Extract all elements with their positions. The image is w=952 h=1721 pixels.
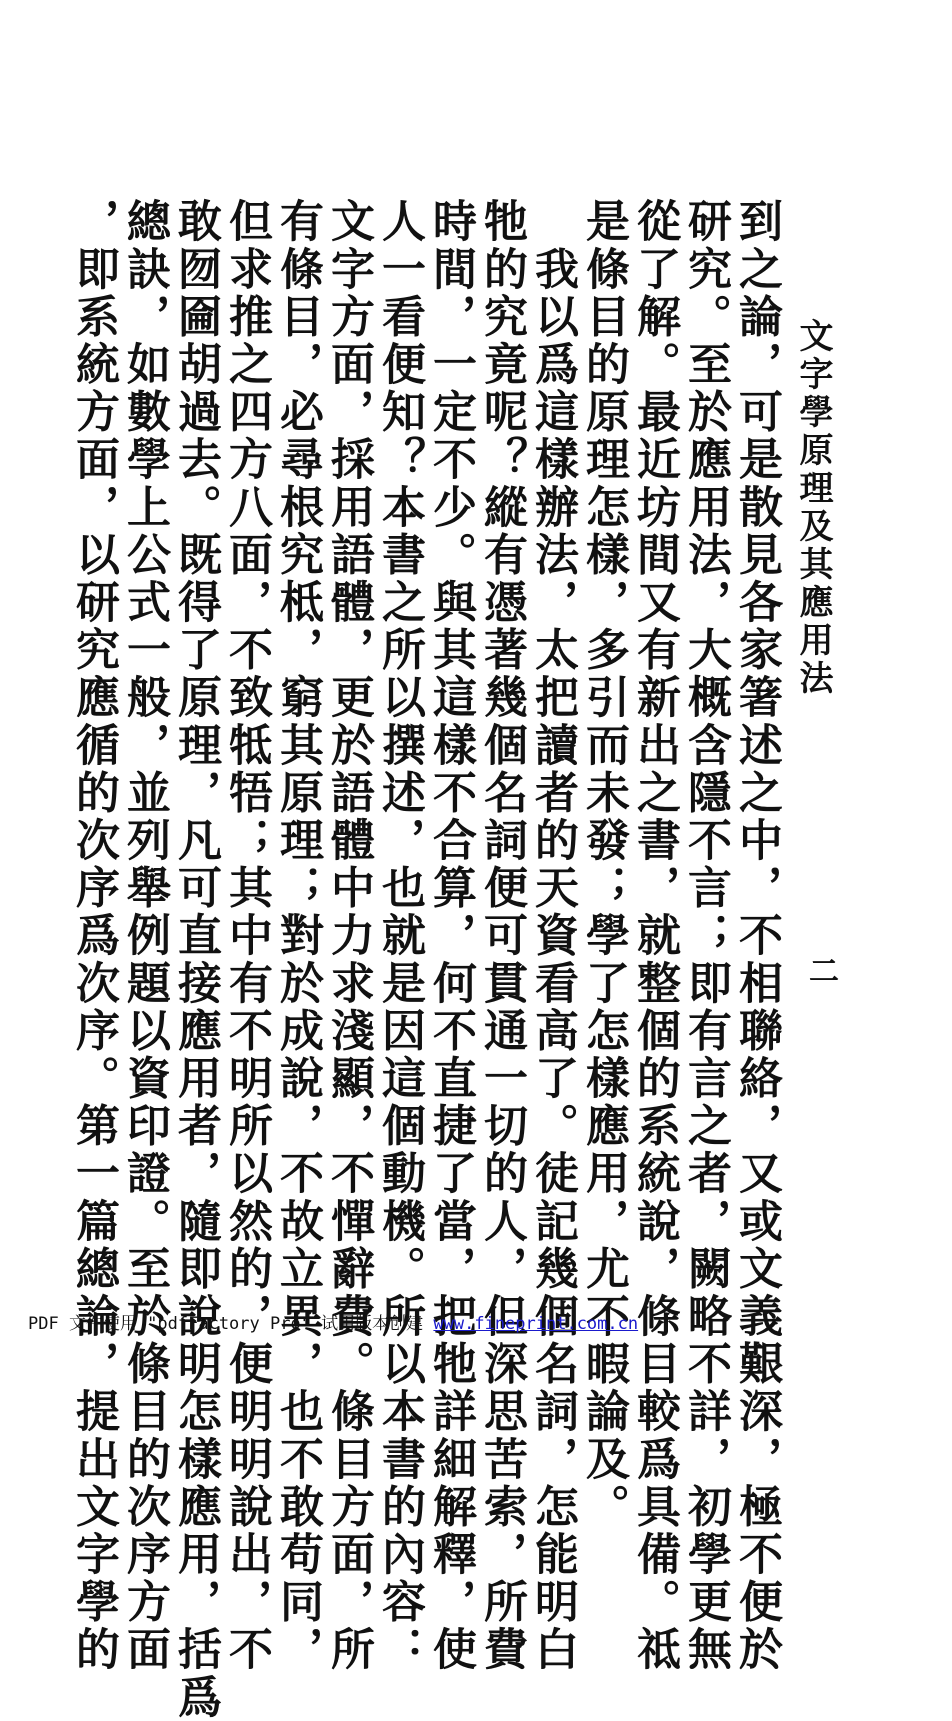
text-column: 人一看便知？本書之所以撰述，也就是因這個動機。所以本書的內容：	[374, 198, 425, 1674]
text-column: ，即系統方面，以研究應循的次序爲次序。第一篇總論，提出文字學的	[68, 198, 119, 1674]
text-column: 我以爲這樣辦法，太把讀者的天資看高了。徒記幾個名詞，怎能明白	[527, 198, 578, 1674]
text-column: 文字方面，採用語體，更於語體中力求淺顯，不憚辭費。條目方面，所	[323, 198, 374, 1674]
text-column: 是條目的原理怎樣，多引而未發；學了怎樣應用，尤不暇論及。	[578, 198, 629, 1531]
text-column: 總訣，如數學上公式一般，並列舉例題以資印證。至於條目的次序方面	[119, 198, 170, 1674]
text-column: 到之論，可是散見各家箸述之中，不相聯絡，又或文義艱深，極不便於	[731, 198, 782, 1674]
running-title: 文字學原理及其應用法	[793, 318, 833, 698]
text-column: 牠的究竟呢？縱有憑著幾個名詞便可貫通一切的人，但深思苦索，所費	[476, 198, 527, 1674]
text-column: 從了解。最近坊間又有新出之書，就整個的系統說，條目較爲具備。祗	[629, 198, 680, 1674]
text-column: 有條目，必尋根究柢，窮其原理；對於成說，不故立異，也不敢苟同，	[272, 198, 323, 1674]
text-column: 研究。至於應用法，大概含隱不言；即有言之者，闕略不詳，初學更無	[680, 198, 731, 1674]
fineprint-link[interactable]: www.fineprint.com.cn	[433, 1314, 639, 1334]
footer-prefix-text: PDF 文件使用 "pdfFactory Pro" 试用版本创建	[28, 1314, 434, 1334]
text-column: 敢囫圇胡過去。既得了原理，凡可直接應用者，隨即說明怎樣應用，括爲	[170, 198, 221, 1721]
text-column: 時間，一定不少。與其這樣不合算，何不直捷了當，把牠詳細解釋，使	[425, 198, 476, 1674]
pdf-watermark-footer	[28, 1309, 638, 1334]
text-column: 但求推之四方八面，不致牴牾；其中有不明所以然的，便明明說出，不	[221, 198, 272, 1674]
page-number: 二	[803, 955, 838, 985]
